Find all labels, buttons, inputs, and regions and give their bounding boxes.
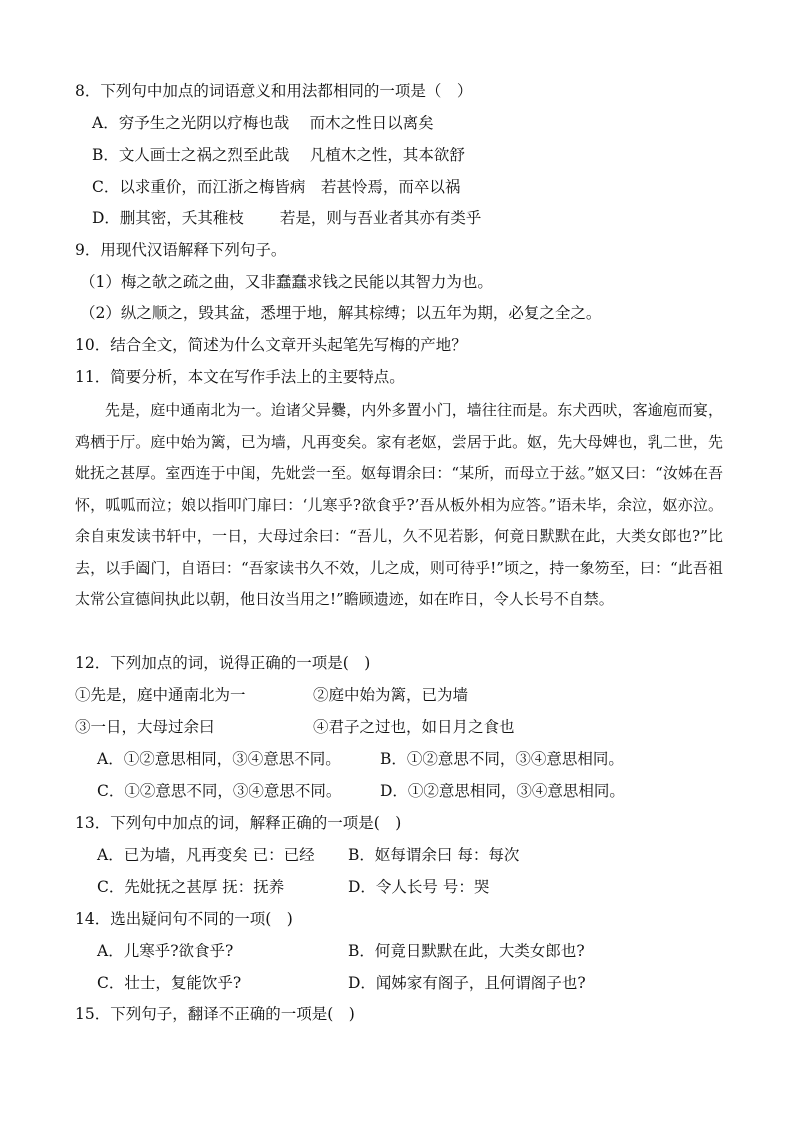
q12-option-a: A．①②意思相同，③④意思不同。 [97, 750, 341, 768]
q13-option-d: D．令人长号 号：哭 [348, 878, 490, 896]
q13-option-b: B．妪每谓余曰 每：每次 [348, 846, 520, 864]
q15-stem: 15．下列句子，翻译不正确的一项是( ) [75, 1005, 355, 1023]
q12-option-b: B．①②意思不同，③④意思相同。 [380, 750, 624, 768]
q12-item-3: ③一日，大母过余曰 [75, 718, 215, 736]
q8-stem: 8．下列句中加点的词语意义和用法都相同的一项是（ ） [75, 82, 473, 100]
q8-option-b: B．文人画士之祸之烈至此哉 凡植木之性，其本欲舒 [92, 146, 465, 164]
q13-option-a: A．已为墙，凡再变矣 已：已经 [97, 846, 315, 864]
q12-item-2: ②庭中始为篱，已为墙 [313, 686, 469, 704]
q10-stem: 10．结合全文，简述为什么文章开头起笔先写梅的产地？ [75, 336, 467, 354]
classical-passage: 先是，庭中通南北为一。迨诸父异爨，内外多置小门，墙往往而是。东犬西吠，客逾庖而宴，鸡栖于厅。庭中始为篱，已为墙，凡再变矣。家有老妪，尝居于此。妪，先大母婢也，乳二世，先妣抚之甚厚。室西连于中闺，先妣尝一至。妪每谓余曰：“某所，而母立于兹。”妪又曰：“汝姊在吾怀，呱呱而泣；娘以指叩门扉曰：‘儿寒乎?欲食乎?’吾从板外相为应答。”语未毕，余泣，妪亦泣。余自束发读书轩中，一日，大母过余曰：“吾儿，久不见若影，何竟日默默在此，大类女郎也?”比去，以手阖门，自语曰：“吾家读书久不效，儿之成，则可待乎!”顷之，持一象笏至，曰：“此吾祖太常公宣德间执此以朝，他日汝当用之!”瞻顾遗迹，如在昨日，令人长号不自禁。 [75, 401, 723, 608]
q8-option-d: D．删其密，夭其稚枝 若是，则与吾业者其亦有类乎 [92, 209, 482, 227]
q12-item-4: ④君子之过也，如日月之食也 [313, 718, 515, 736]
q14-option-c: C．壮士，复能饮乎? [97, 974, 242, 992]
q14-stem: 14．选出疑问句不同的一项( ) [75, 910, 293, 928]
q12-stem: 12．下列加点的词，说得正确的一项是( ) [75, 654, 371, 672]
q13-option-c: C．先妣抚之甚厚 抚：抚养 [97, 878, 285, 896]
q9-stem: 9．用现代汉语解释下列句子。 [75, 241, 287, 259]
q14-option-d: D．闻姊家有阁子，且何谓阁子也? [348, 974, 586, 992]
q12-item-1: ①先是，庭中通南北为一 [75, 686, 246, 704]
q14-option-a: A．儿寒乎?欲食乎? [97, 942, 234, 960]
q12-option-d: D．①②意思相同，③④意思相同。 [380, 782, 625, 800]
q9-item-2: （2）纵之顺之，毁其盆，悉埋于地，解其棕缚；以五年为期，必复之全之。 [80, 304, 602, 322]
q8-option-c: C．以求重价，而江浙之梅皆病 若甚怜焉，而卒以祸 [92, 178, 461, 196]
q12-option-c: C．①②意思不同，③④意思不同。 [97, 782, 342, 800]
q14-option-b: B．何竟日默默在此，大类女郎也? [348, 942, 585, 960]
q8-option-a: A．穷予生之光阴以疗梅也哉 而木之性日以离矣 [92, 114, 434, 132]
q9-item-1: （1）梅之欹之疏之曲，又非蠢蠢求钱之民能以其智力为也。 [80, 273, 493, 291]
q11-stem: 11．简要分析，本文在写作手法上的主要特点。 [75, 368, 405, 386]
q13-stem: 13．下列句中加点的词，解释正确的一项是( ) [75, 814, 402, 832]
